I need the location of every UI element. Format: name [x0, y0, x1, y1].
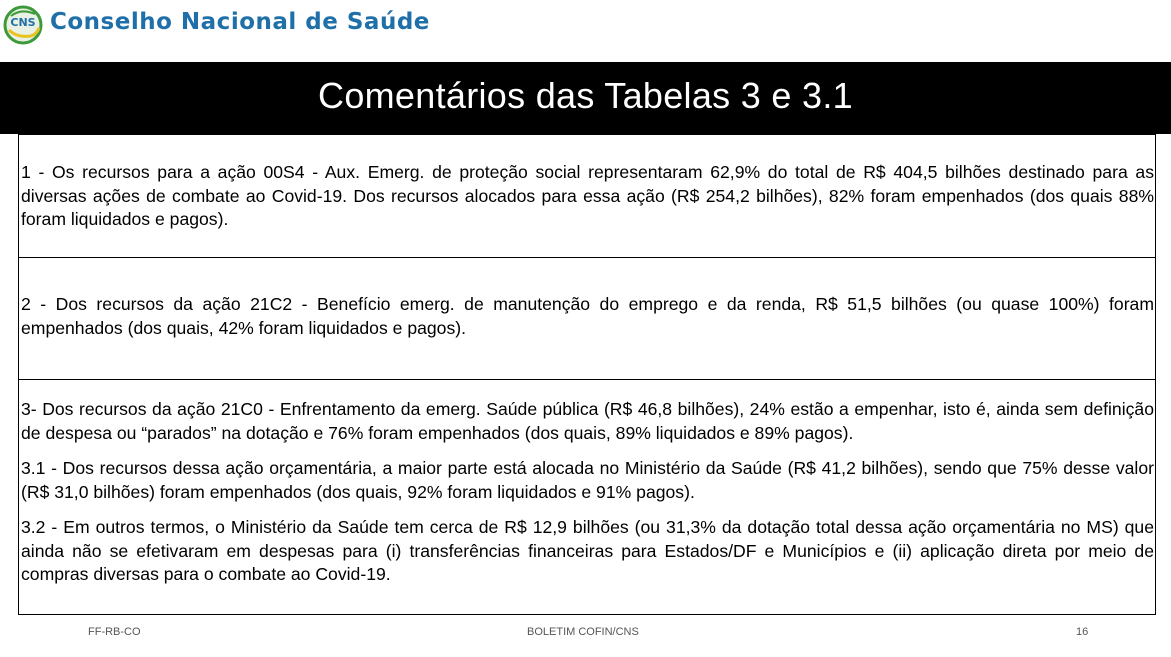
footer-center: BOLETIM COFIN/CNS: [527, 626, 639, 638]
header: [0, 0, 1171, 62]
page-number: 16: [1076, 626, 1089, 638]
comment-box-1: [18, 134, 1156, 258]
comment-1: 1 - Os recursos para a ação 00S4 - Aux. Emerg. de proteção social representaram 62,9% do total de R$ 404,5 bilhões destinado para as diversas ações de combate ao Covid-19. Dos recursos alocados para essa ação (R$ 254,2 bilhões), 82% foram empenhados (dos quais 88% foram liquidados e pagos).: [21, 162, 1154, 229]
title-bar: [0, 62, 1171, 134]
comment-3: 3- Dos recursos da ação 21C0 - Enfrentamento da emerg. Saúde pública (R$ 46,8 bilhões), 24% estão a empenhar, isto é, ainda sem definição de despesa ou “parados” na dotação e 76% foram empenhados (dos quais, 89% liquidados e 89% pagos).: [21, 399, 1154, 443]
logo-text: CNS: [10, 16, 36, 29]
comment-box-2: [18, 257, 1156, 380]
comment-3-1: 3.1 - Dos recursos dessa ação orçamentária, a maior parte está alocada no Ministério da Saúde (R$ 41,2 bilhões), sendo que 75% desse valor (R$ 31,0 bilhões) foram empenhados (dos quais, 92% foram liquidados e 91% pagos).: [21, 458, 1154, 502]
cns-logo: [3, 4, 43, 46]
comment-3-2: 3.2 - Em outros termos, o Ministério da Saúde tem cerca de R$ 12,9 bilhões (ou 31,3% da dotação total dessa ação orçamentária no MS) que ainda não se efetivaram em despesas para (i) transferências financeiras para Estados/DF e Municípios e (ii) aplicação direta por meio de compras diversas para o combate ao Covid-19.: [21, 517, 1154, 584]
footer-left: FF-RB-CO: [88, 626, 141, 638]
slide-title: Comentários das Tabelas 3 e 3.1: [318, 75, 853, 116]
comment-box-3: [18, 379, 1156, 615]
comment-2: 2 - Dos recursos da ação 21C2 - Benefício emerg. de manutenção do emprego e da renda, R$ 51,5 bilhões (ou quase 100%) foram empenhados (dos quais, 42% foram liquidados e pagos).: [21, 294, 1154, 338]
brand-name: Conselho Nacional de Saúde: [50, 9, 430, 35]
